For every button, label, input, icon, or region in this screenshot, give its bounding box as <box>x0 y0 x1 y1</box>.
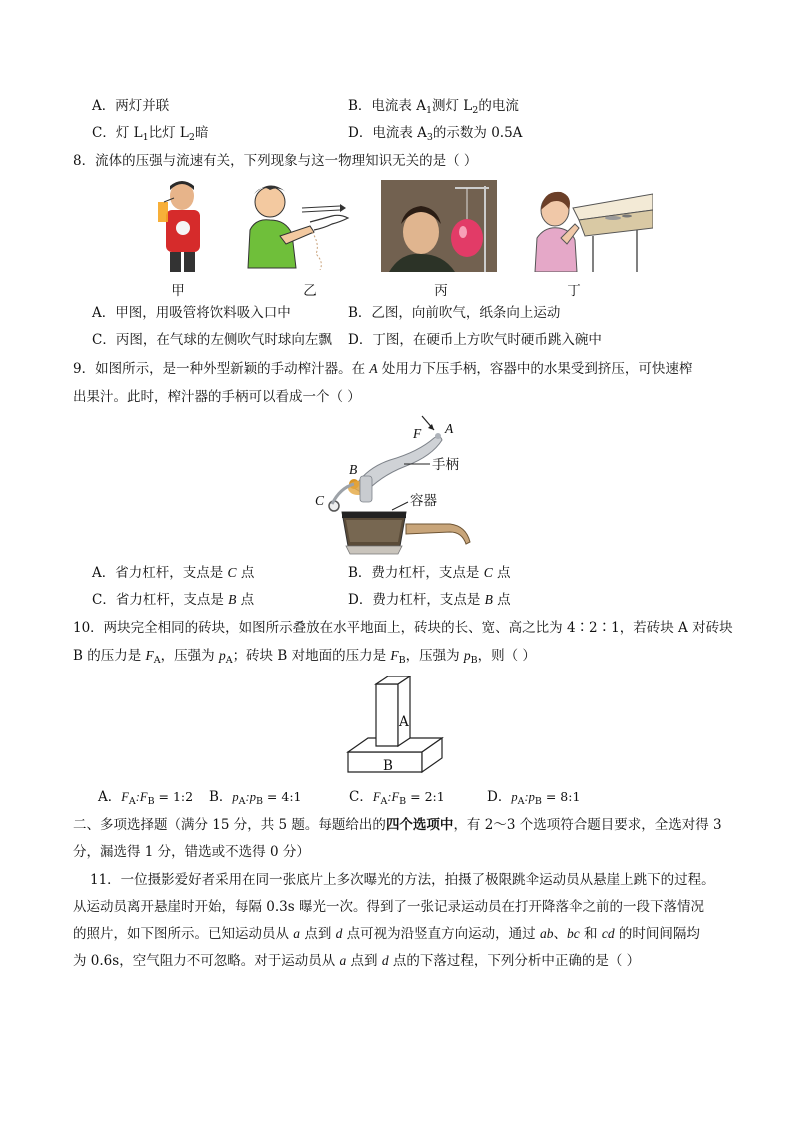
q7-option-d: D．电流表 $A_3$的示数为 0.5A <box>348 125 523 143</box>
q11-line4: 为 0.6s，空气阻力不可忽略。对于运动员从 a 点到 d 点的下落过程，下列分析中正确的是（ ） <box>73 953 641 969</box>
bricks-figure <box>346 676 448 776</box>
blowing-paper-figure <box>240 178 352 270</box>
section2-header-line1: 二、多项选择题（满分 15 分，共 5 题。每题给出的四个选项中，有 2～3 个选项符合题目要求，全选对得 3 <box>73 817 722 833</box>
juicer-label-handle: 手柄 <box>432 457 459 473</box>
q9-stem-line2: 出果汁。此时，榨汁器的手柄可以看成一个（ ） <box>73 389 361 405</box>
q10-stem-line2: B 的压力是 $F_A$，压强为 $p_A$；砖块 B 对地面的压力是 $F_B$，压强为 $p_B$，则（ ） <box>73 648 536 666</box>
juicer-label-c: C <box>315 493 325 508</box>
q10-option-a: A．$F_A:F_B$ = 1:2 <box>98 789 194 807</box>
juicer-label-container: 容器 <box>410 493 437 509</box>
juicer-label-b: B <box>349 462 358 477</box>
q11-line3: 的照片，如下图所示。已知运动员从 a 点到 d 点可视为沿竖直方向运动，通过 ab、bc 和 cd 的时间间隔均 <box>73 926 700 942</box>
balloon-experiment-figure <box>381 180 497 272</box>
q10-option-c: C．$F_A:F_B$ = 2:1 <box>349 789 445 807</box>
caption-bing: 丙 <box>434 283 448 299</box>
q8-option-d: D．丁图，在硬币上方吹气时硬币跳入碗中 <box>348 332 602 348</box>
caption-ding: 丁 <box>567 283 581 299</box>
boy-drinking-figure <box>152 180 204 272</box>
q9-option-d: D．费力杠杆，支点是 B 点 <box>348 592 511 608</box>
brick-label-b: B <box>383 758 393 774</box>
q9-option-c: C．省力杠杆，支点是 B 点 <box>92 592 255 608</box>
q7-option-a: A．两灯并联 <box>92 98 170 114</box>
q8-option-c: C．丙图，在气球的左侧吹气时球向左飘 <box>92 332 332 348</box>
q10-option-d: D．$p_A:p_B$ = 8:1 <box>487 789 581 807</box>
q9-option-a: A．省力杠杆，支点是 C 点 <box>92 565 255 581</box>
q11-line2: 从运动员离开悬崖时开始，每隔 0.3s 曝光一次。得到了一张记录运动员在打开降落伞之前的一段下落情况 <box>73 899 704 915</box>
caption-jia: 甲 <box>171 283 185 299</box>
brick-label-a: A <box>399 714 409 730</box>
q10-stem-line1: 10．两块完全相同的砖块，如图所示叠放在水平地面上，砖块的长、宽、高之比为 4∶2∶1，若砖块 A 对砖块 <box>73 620 733 636</box>
caption-yi: 乙 <box>303 283 317 299</box>
q9-stem-line1: 9．如图所示，是一种外型新颖的手动榨汁器。在 A 处用力下压手柄，容器中的水果受到挤压，可快速榨 <box>73 361 693 377</box>
q8-option-b: B．乙图，向前吹气，纸条向上运动 <box>348 305 561 321</box>
q8-stem: 8．流体的压强与流速有关，下列现象与这一物理知识无关的是（ ） <box>73 153 478 169</box>
q8-option-a: A．甲图，用吸管将饮料吸入口中 <box>92 305 291 321</box>
q7-option-b: B．电流表 $A_1$测灯 $L_2$的电流 <box>348 98 519 116</box>
q10-option-b: B．$p_A:p_B$ = 4:1 <box>209 789 302 807</box>
juicer-label-a: A <box>445 421 454 436</box>
coin-bowl-figure <box>533 188 653 272</box>
juicer-label-f: F <box>413 426 422 441</box>
juicer-figure <box>310 414 480 556</box>
q7-option-c: C．灯 $L_1$比灯 $L_2$暗 <box>92 125 209 143</box>
q9-option-b: B．费力杠杆，支点是 C 点 <box>348 565 511 581</box>
section2-header-line2: 分，漏选得 1 分，错选或不选得 0 分） <box>73 844 310 860</box>
q11-line1: 11．一位摄影爱好者采用在同一张底片上多次曝光的方法，拍摄了极限跳伞运动员从悬崖上跳下的过程。 <box>90 872 715 888</box>
